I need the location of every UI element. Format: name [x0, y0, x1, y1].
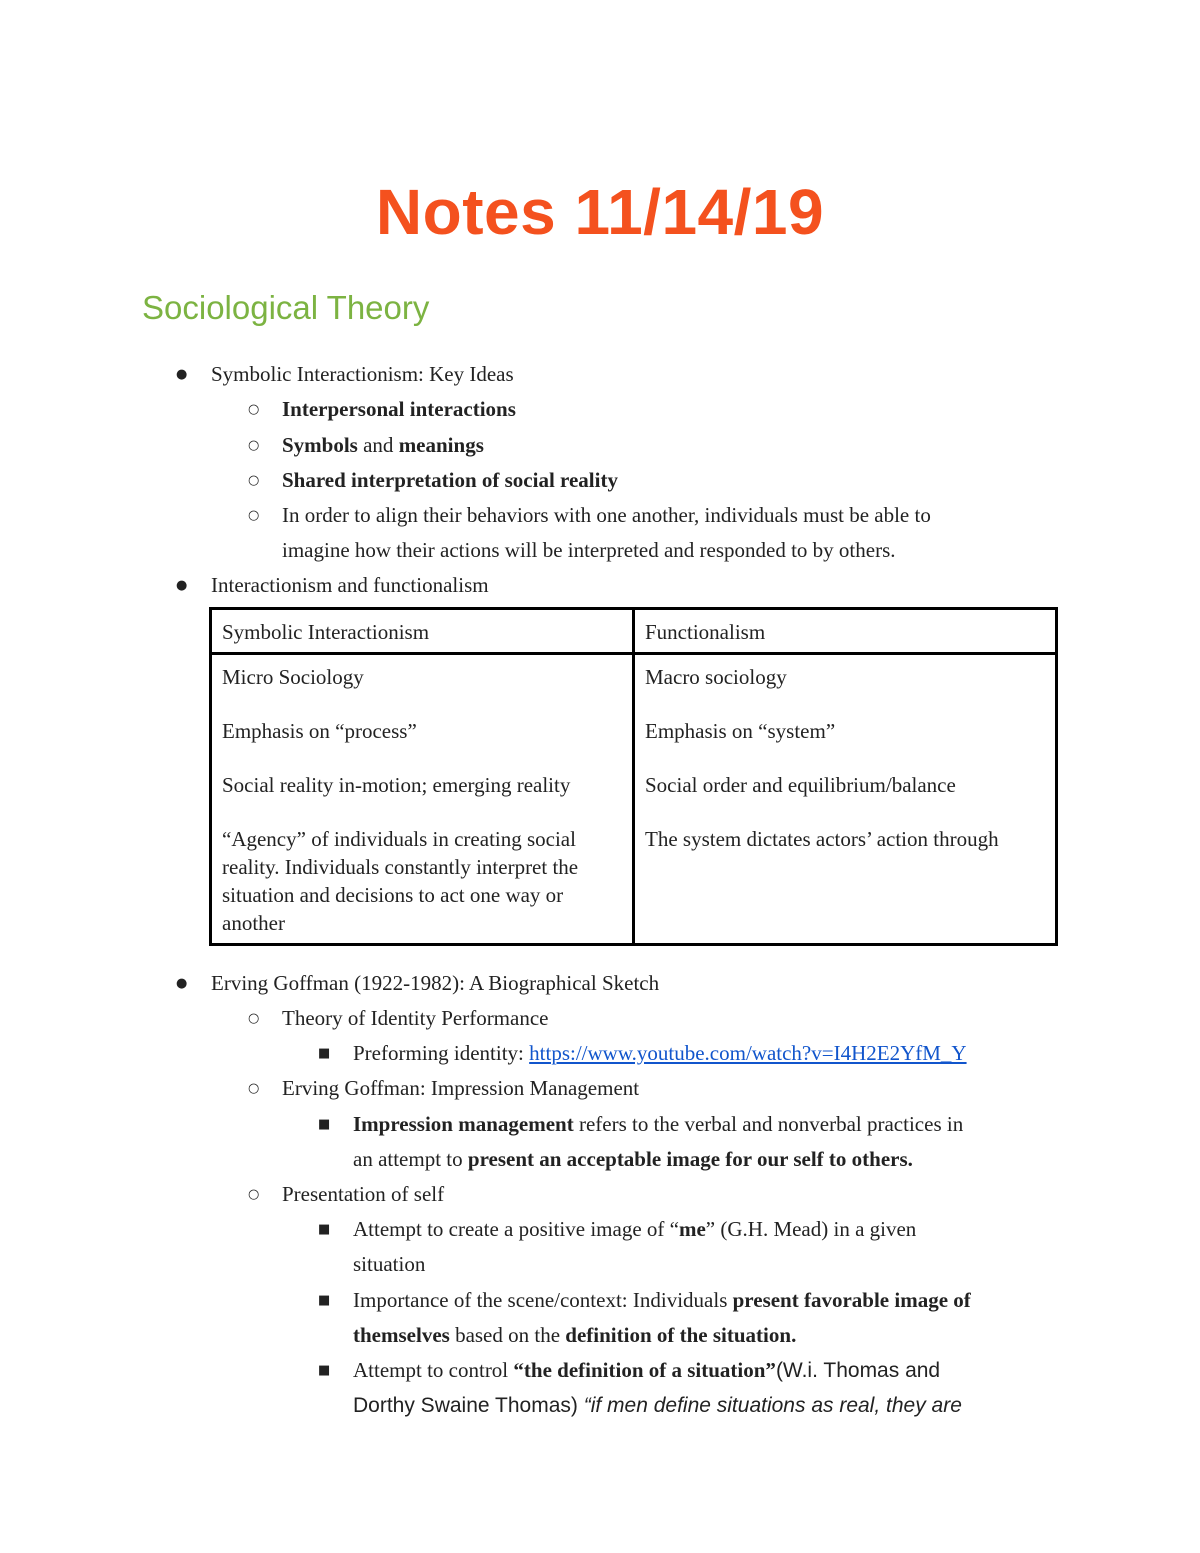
- cell-paragraph: Social reality in-motion; emerging reality: [222, 773, 571, 797]
- text-prefix: Attempt to create a positive image of “: [353, 1217, 679, 1241]
- table-header-row: [211, 609, 1057, 654]
- bold-phrase: present favorable image of: [732, 1288, 971, 1312]
- bold-term: Impression management: [353, 1112, 574, 1136]
- bullet-circle: ○: [248, 1187, 260, 1202]
- list-item-shared-interpretation: Shared interpretation of social reality: [282, 468, 618, 492]
- table-header-cell: Functionalism: [634, 609, 1057, 654]
- text-prefix: Attempt to control: [353, 1358, 514, 1382]
- list-item-align-behaviors: In order to align their behaviors with one another, individuals must be able to: [282, 503, 931, 527]
- list-item-impression-management: Erving Goffman: Impression Management: [282, 1076, 640, 1100]
- list-item-impression-definition: [353, 1107, 963, 1142]
- bold-phrase: present an acceptable image for our self to others.: [467, 1147, 913, 1171]
- list-item-scene-context: [353, 1283, 971, 1318]
- bullet-circle: ○: [248, 438, 260, 453]
- table-header-cell: Symbolic Interactionism: [211, 609, 634, 654]
- bullet-dot: ●: [176, 578, 188, 593]
- bullet-square: ■: [318, 1222, 331, 1237]
- bullet-square: ■: [318, 1363, 331, 1378]
- text-and: and: [357, 433, 399, 457]
- table-cell-symbolic: [211, 654, 634, 945]
- list-item-identity-performance: Theory of Identity Performance: [282, 1006, 549, 1030]
- text-sans: (W.i. Thomas and: [775, 1359, 941, 1382]
- bullet-circle: ○: [248, 1011, 260, 1026]
- list-item-positive-image: [353, 1212, 916, 1247]
- quote-italic: “if men define situations as real, they are: [583, 1394, 962, 1417]
- comparison-table: [209, 607, 1058, 946]
- bullet-square: ■: [318, 1046, 331, 1061]
- page-title: Notes 11/14/19: [375, 176, 825, 248]
- cell-paragraph: Micro Sociology: [222, 665, 364, 689]
- list-item-control-definition-cont: [353, 1388, 962, 1423]
- cell-paragraph: Macro sociology: [645, 665, 787, 689]
- list-item-presentation-of-self: Presentation of self: [282, 1182, 445, 1206]
- definition-text: an attempt to: [353, 1147, 468, 1171]
- text-suffix: ” (G.H. Mead) in a given: [705, 1217, 917, 1241]
- bold-phrase: themselves: [353, 1323, 450, 1347]
- list-item-performing-identity: [353, 1036, 967, 1071]
- bullet-circle: ○: [248, 473, 260, 488]
- cell-paragraph: Emphasis on “process”: [222, 719, 417, 743]
- text-mid: based on the: [449, 1323, 566, 1347]
- list-item-interpersonal: Interpersonal interactions: [282, 397, 516, 421]
- bullet-circle: ○: [248, 508, 260, 523]
- bold-phrase: “the definition of a situation”: [513, 1358, 776, 1382]
- bullet-circle: ○: [248, 402, 260, 417]
- cell-paragraph: “Agency” of individuals in creating social reality. Individuals constantly interpret the situation and decisions to act one way or another: [222, 827, 579, 935]
- bullet-square: ■: [318, 1117, 331, 1132]
- list-item-goffman: Erving Goffman (1922-1982): A Biographical Sketch: [211, 971, 660, 995]
- list-item-interactionism-functionalism: Interactionism and functionalism: [211, 573, 489, 597]
- bold-meanings: meanings: [398, 433, 484, 457]
- list-item-positive-image-cont: situation: [353, 1252, 426, 1276]
- bullet-square: ■: [318, 1293, 331, 1308]
- cell-paragraph: Emphasis on “system”: [645, 719, 836, 743]
- table-cell-functionalism: [634, 654, 1057, 945]
- bullet-dot: ●: [176, 367, 188, 382]
- bullet-dot: ●: [176, 976, 188, 991]
- list-item-symbols-meanings: [282, 428, 484, 463]
- definition-text: refers to the verbal and nonverbal practices in: [573, 1112, 964, 1136]
- table-row: [211, 654, 1057, 945]
- bold-symbols: Symbols: [282, 433, 358, 457]
- performing-label: Preforming identity:: [353, 1041, 530, 1065]
- bold-phrase: definition of the situation.: [565, 1323, 797, 1347]
- list-item-align-behaviors-cont: imagine how their actions will be interpreted and responded to by others.: [282, 538, 896, 562]
- text-prefix: Importance of the scene/context: Individuals: [353, 1288, 733, 1312]
- list-item-control-definition: [353, 1353, 940, 1388]
- list-item-scene-context-cont: [353, 1318, 796, 1353]
- text-sans: Dorthy Swaine Thomas): [353, 1394, 584, 1417]
- cell-paragraph: Social order and equilibrium/balance: [645, 773, 956, 797]
- cell-paragraph: The system dictates actors’ action through: [645, 827, 999, 851]
- bold-me: me: [678, 1217, 706, 1241]
- list-item-impression-definition-cont: [353, 1142, 913, 1177]
- youtube-link[interactable]: https://www.youtube.com/watch?v=I4H2E2YfM_Y: [529, 1041, 967, 1065]
- bullet-circle: ○: [248, 1081, 260, 1096]
- section-heading: Sociological Theory: [142, 289, 430, 326]
- list-item-symbolic-interactionism: Symbolic Interactionism: Key Ideas: [211, 362, 514, 386]
